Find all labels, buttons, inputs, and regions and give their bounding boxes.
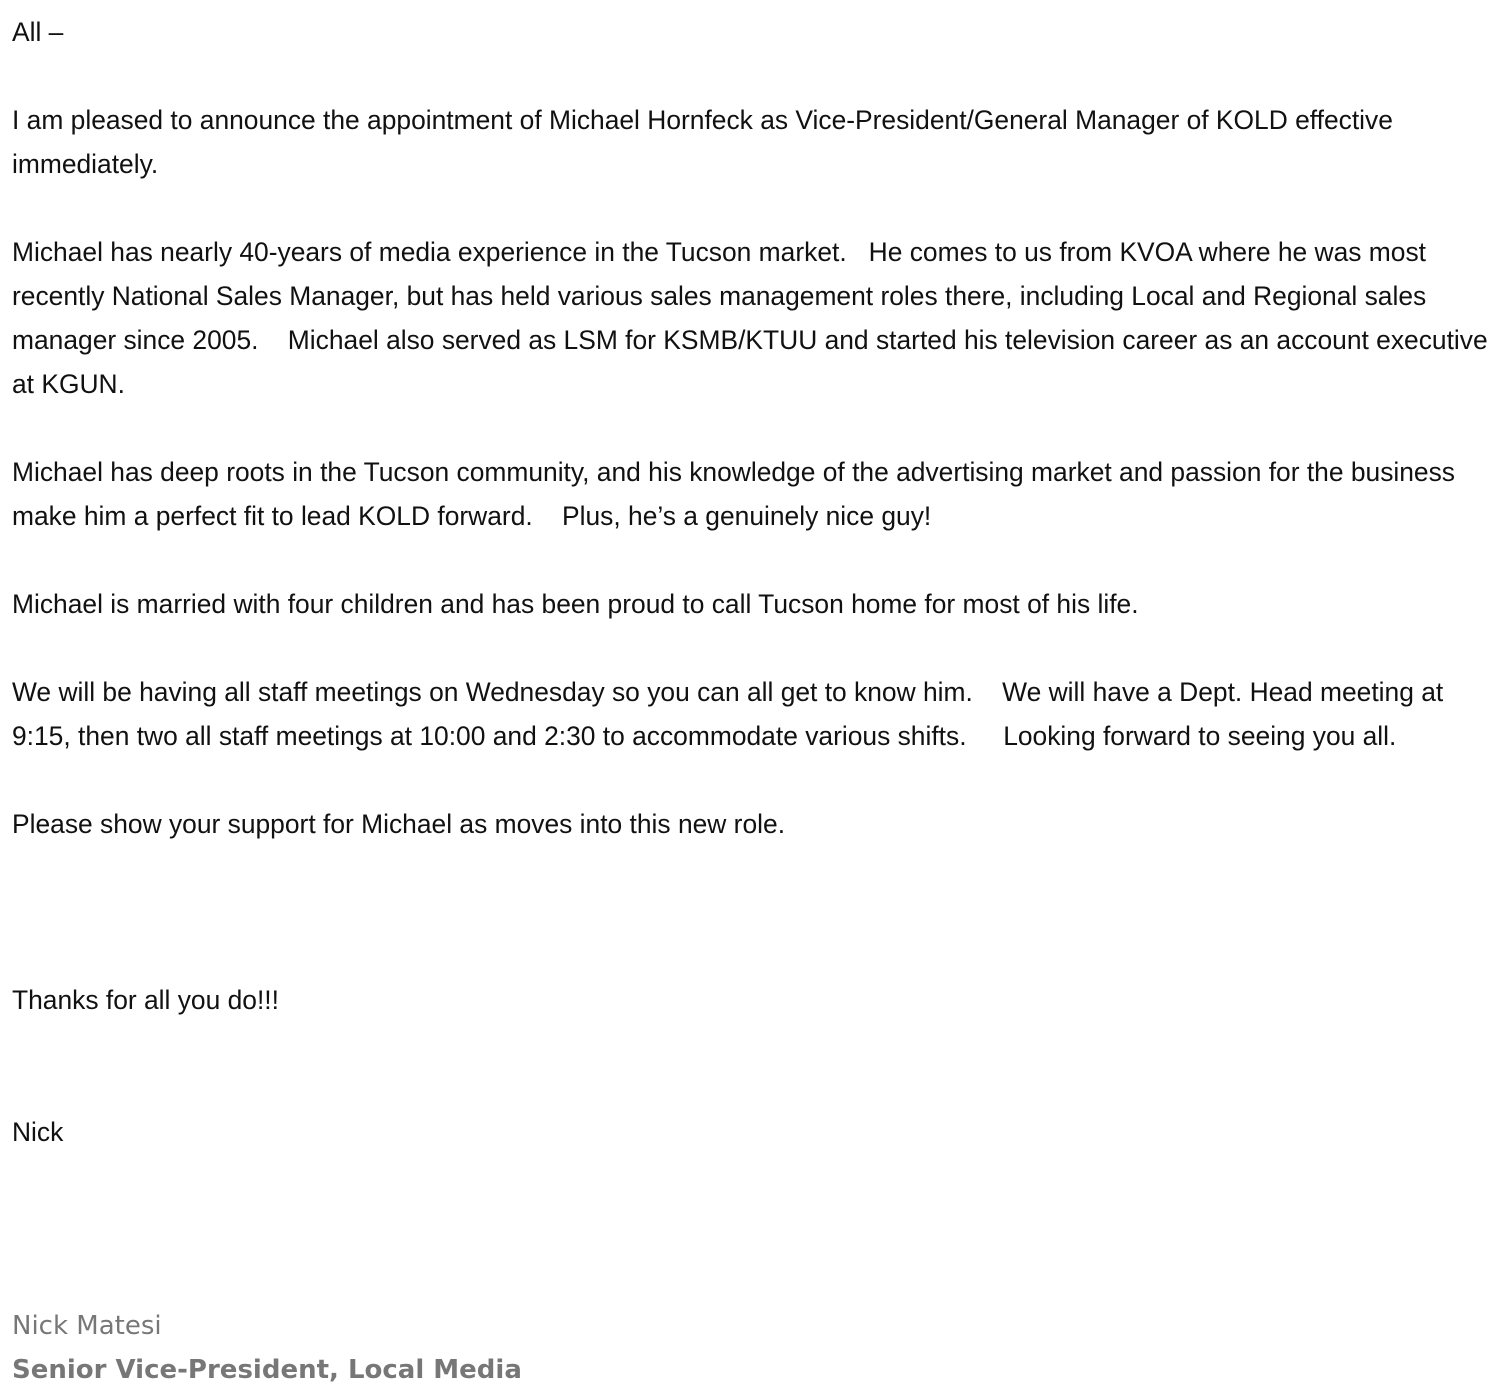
paragraph-family: Michael is married with four children and has been proud to call Tucson home for most of his life. xyxy=(12,589,1139,619)
email-signature xyxy=(12,1304,1506,1392)
closing-line: Thanks for all you do!!! xyxy=(12,985,279,1015)
signature-title: Senior Vice-President, Local Media xyxy=(12,1355,522,1385)
paragraph-meetings: We will be having all staff meetings on Wednesday so you can all get to know him. We will have a Dept. Head meeting at 9:15, then two all staff meetings at 10:00 and 2:30 to accommodate various shifts. Looking forward to seeing you all. xyxy=(12,677,1451,751)
signature-name: Nick Matesi xyxy=(12,1311,162,1341)
greeting: All – xyxy=(12,17,64,47)
paragraph-community: Michael has deep roots in the Tucson community, and his knowledge of the advertising market and passion for the business make him a perfect fit to lead KOLD forward. Plus, he’s a genuinely nice guy! xyxy=(12,457,1463,531)
sender-first-name: Nick xyxy=(12,1117,64,1147)
closing-block xyxy=(12,890,1506,1242)
paragraph-announcement: I am pleased to announce the appointment of Michael Hornfeck as Vice-President/General Manager of KOLD effective immediately. xyxy=(12,105,1401,179)
email-body xyxy=(12,10,1506,1392)
paragraph-experience: Michael has nearly 40-years of media experience in the Tucson market. He comes to us from KVOA where he was most recently National Sales Manager, but has held various sales management roles there, including Local and Regional sales manager since 2005. Michael also served as LSM for KSMB/KTUU and started his television career as an account executive at KGUN. xyxy=(12,237,1496,399)
paragraph-support: Please show your support for Michael as moves into this new role. xyxy=(12,809,786,839)
